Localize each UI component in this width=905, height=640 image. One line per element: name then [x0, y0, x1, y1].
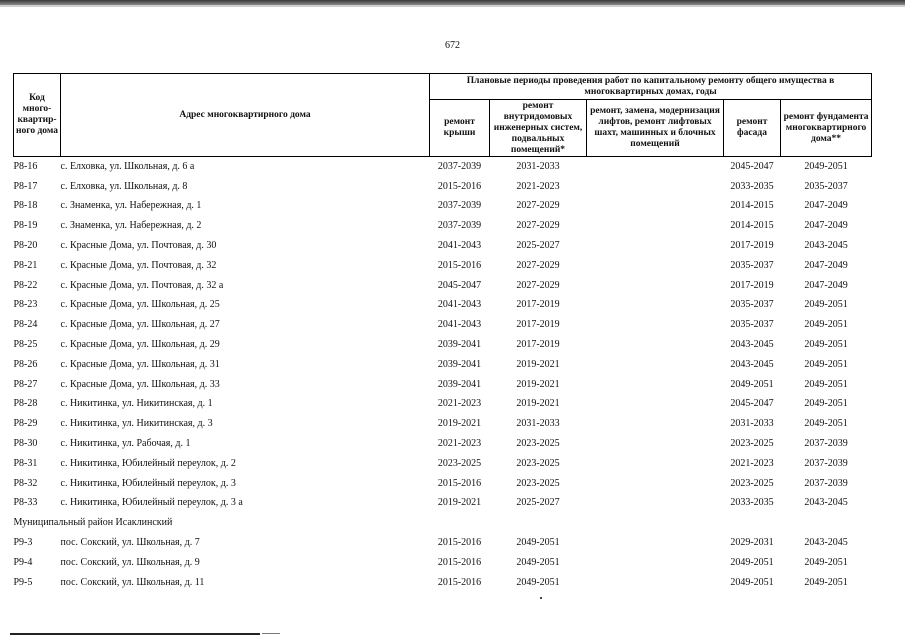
cell-lifts — [587, 553, 724, 573]
table-row — [14, 276, 872, 296]
cell-facade: 2033-2035 — [730, 180, 774, 192]
cell-engineering: 2025-2027 — [516, 240, 560, 252]
cell-engineering: 2019-2021 — [516, 378, 560, 390]
table-row — [14, 494, 872, 514]
cell-address: с. Никитинка, Юбилейный переулок, д. 2 — [60, 457, 236, 469]
cell-facade: 2029-2031 — [730, 537, 774, 549]
table-row — [14, 474, 872, 494]
table-row — [14, 553, 872, 573]
cell-engineering: 2027-2029 — [516, 279, 560, 291]
table-row — [14, 216, 872, 236]
cell-facade: 2035-2037 — [730, 259, 774, 271]
cell-roof: 2021-2023 — [437, 398, 482, 410]
cell-engineering: 2019-2021 — [516, 398, 560, 410]
cell-address: с. Никитинка, ул. Никитинская, д. 3 — [60, 418, 213, 430]
cell-address: с. Красные Дома, ул. Школьная, д. 25 — [60, 299, 220, 311]
cell-facade: 2045-2047 — [730, 398, 774, 410]
cell-code: Р9-4 — [13, 556, 33, 568]
cell-code: Р8-18 — [13, 200, 38, 212]
cell-code: Р8-23 — [13, 299, 38, 311]
cell-facade: 2043-2045 — [730, 358, 774, 370]
table-row — [14, 335, 872, 355]
cell-foundation: 2047-2049 — [804, 279, 848, 291]
cell-foundation: 2049-2051 — [804, 398, 848, 410]
cell-foundation: 2043-2045 — [804, 497, 848, 509]
cell-code: Р9-3 — [13, 537, 33, 549]
cell-engineering: 2017-2019 — [516, 299, 560, 311]
cell-roof: 2037-2039 — [437, 160, 482, 172]
cell-roof: 2041-2043 — [437, 240, 482, 252]
cell-address: с. Красные Дома, ул. Школьная, д. 31 — [60, 358, 220, 370]
cell-engineering: 2023-2025 — [516, 477, 560, 489]
cell-lifts — [587, 573, 724, 593]
cell-lifts — [587, 395, 724, 415]
cell-facade: 2035-2037 — [730, 319, 774, 331]
cell-roof: 2039-2041 — [437, 339, 482, 351]
cell-code: Р8-24 — [13, 319, 38, 331]
cell-code: Р8-27 — [13, 378, 38, 390]
cell-roof: 2037-2039 — [437, 220, 482, 232]
table-row — [14, 395, 872, 415]
cell-code: Р9-5 — [13, 576, 33, 588]
cell-roof: 2015-2016 — [437, 576, 482, 588]
cell-lifts — [587, 414, 724, 434]
cell-engineering: 2017-2019 — [516, 339, 560, 351]
cell-address: с. Красные Дома, ул. Почтовая, д. 32 а — [60, 279, 224, 291]
cell-foundation: 2049-2051 — [804, 556, 848, 568]
cell-lifts — [587, 216, 724, 236]
cell-address: пос. Сокский, ул. Школьная, д. 11 — [60, 576, 205, 588]
cell-facade: 2017-2019 — [730, 279, 774, 291]
cell-foundation: 2049-2051 — [804, 299, 848, 311]
header-facade: ремонт фасада — [724, 100, 781, 157]
table-row — [14, 434, 872, 454]
cell-code: Р8-28 — [13, 398, 38, 410]
cell-foundation: 2047-2049 — [804, 200, 848, 212]
cell-foundation: 2043-2045 — [804, 240, 848, 252]
cell-engineering: 2027-2029 — [516, 259, 560, 271]
header-foundation: ремонт фундамента многоквартирного дома** — [781, 100, 872, 157]
cell-roof: 2039-2041 — [437, 378, 482, 390]
cell-engineering: 2049-2051 — [516, 576, 560, 588]
cell-facade: 2049-2051 — [730, 556, 774, 568]
cell-code: Р8-21 — [13, 259, 38, 271]
cell-engineering: 2031-2033 — [516, 418, 560, 430]
cell-roof: 2041-2043 — [437, 319, 482, 331]
cell-address: пос. Сокский, ул. Школьная, д. 9 — [60, 556, 200, 568]
cell-address: с. Красные Дома, ул. Школьная, д. 27 — [60, 319, 220, 331]
table-row — [14, 375, 872, 395]
header-periods-group: Плановые периоды проведения работ по капитальному ремонту общего имущества в многоквартирных домах, годы — [430, 74, 872, 100]
cell-foundation: 2037-2039 — [804, 457, 848, 469]
cell-code: Р8-20 — [13, 240, 38, 252]
cell-foundation: 2049-2051 — [804, 576, 848, 588]
cell-code: Р8-33 — [13, 497, 38, 509]
table-row — [14, 296, 872, 316]
table-body — [14, 157, 872, 593]
cell-lifts — [587, 375, 724, 395]
cell-lifts — [587, 434, 724, 454]
cell-code: Р8-16 — [13, 160, 38, 172]
cell-foundation: 2047-2049 — [804, 220, 848, 232]
table-header — [14, 74, 872, 157]
footnote-separator — [10, 633, 260, 635]
cell-address: с. Красные Дома, ул. Почтовая, д. 30 — [60, 240, 217, 252]
table-row — [14, 355, 872, 375]
cell-engineering: 2049-2051 — [516, 556, 560, 568]
cell-lifts — [587, 533, 724, 553]
table-row — [14, 573, 872, 593]
cell-code: Р8-32 — [13, 477, 38, 489]
cell-lifts — [587, 157, 724, 177]
region-heading: Муниципальный район Исаклинский — [13, 517, 173, 529]
cell-facade: 2017-2019 — [730, 240, 774, 252]
cell-lifts — [587, 177, 724, 197]
cell-facade: 2049-2051 — [730, 576, 774, 588]
cell-lifts — [587, 474, 724, 494]
cell-engineering: 2049-2051 — [516, 537, 560, 549]
cell-code: Р8-22 — [13, 279, 38, 291]
cell-roof: 2021-2023 — [437, 438, 482, 450]
cell-facade: 2045-2047 — [730, 160, 774, 172]
table-row — [14, 315, 872, 335]
header-address: Адрес многоквартирного дома — [61, 74, 430, 157]
cell-facade: 2035-2037 — [730, 299, 774, 311]
cell-lifts — [587, 256, 724, 276]
cell-lifts — [587, 494, 724, 514]
cell-address: с. Никитинка, Юбилейный переулок, д. 3 — [60, 477, 236, 489]
cell-roof: 2041-2043 — [437, 299, 482, 311]
cell-facade: 2049-2051 — [730, 378, 774, 390]
cell-foundation: 2049-2051 — [804, 339, 848, 351]
cell-code: Р8-19 — [13, 220, 38, 232]
cell-foundation: 2035-2037 — [804, 180, 848, 192]
cell-lifts — [587, 296, 724, 316]
table-row — [14, 414, 872, 434]
header-code: Код много-квартир-ного дома — [14, 74, 61, 157]
cell-engineering: 2025-2027 — [516, 497, 560, 509]
cell-roof: 2019-2021 — [437, 418, 482, 430]
footnote-separator-tail — [262, 633, 280, 634]
cell-roof: 2015-2016 — [437, 537, 482, 549]
cell-lifts — [587, 236, 724, 256]
cell-roof: 2019-2021 — [437, 497, 482, 509]
cell-engineering: 2017-2019 — [516, 319, 560, 331]
cell-code: Р8-26 — [13, 358, 38, 370]
cell-address: с. Красные Дома, ул. Школьная, д. 33 — [60, 378, 220, 390]
cell-lifts — [587, 315, 724, 335]
header-engineering: ремонт внутридомовых инженерных систем, подвальных помещений* — [490, 100, 587, 157]
cell-foundation: 2043-2045 — [804, 537, 848, 549]
cell-roof: 2015-2016 — [437, 477, 482, 489]
cell-address: с. Никитинка, ул. Рабочая, д. 1 — [60, 438, 191, 450]
cell-roof: 2015-2016 — [437, 556, 482, 568]
table-row — [14, 177, 872, 197]
table-row — [14, 197, 872, 217]
cell-roof: 2039-2041 — [437, 358, 482, 370]
cell-facade: 2021-2023 — [730, 457, 774, 469]
cell-address: с. Знаменка, ул. Набережная, д. 2 — [60, 220, 202, 232]
cell-foundation: 2049-2051 — [804, 160, 848, 172]
cell-code: Р8-29 — [13, 418, 38, 430]
cell-roof: 2023-2025 — [437, 457, 482, 469]
scan-speck — [540, 597, 542, 599]
cell-code: Р8-17 — [13, 180, 38, 192]
cell-facade: 2031-2033 — [730, 418, 774, 430]
cell-facade: 2033-2035 — [730, 497, 774, 509]
cell-lifts — [587, 197, 724, 217]
cell-address: с. Красные Дома, ул. Почтовая, д. 32 — [60, 259, 217, 271]
cell-address: с. Красные Дома, ул. Школьная, д. 29 — [60, 339, 220, 351]
cell-roof: 2045-2047 — [437, 279, 482, 291]
cell-roof: 2015-2016 — [437, 259, 482, 271]
cell-foundation: 2049-2051 — [804, 418, 848, 430]
cell-address: пос. Сокский, ул. Школьная, д. 7 — [60, 537, 200, 549]
table-row — [14, 157, 872, 177]
cell-address: с. Елховка, ул. Школьная, д. 6 а — [60, 160, 195, 172]
cell-engineering: 2019-2021 — [516, 358, 560, 370]
table-row — [14, 256, 872, 276]
cell-code: Р8-30 — [13, 438, 38, 450]
cell-engineering: 2027-2029 — [516, 220, 560, 232]
cell-foundation: 2049-2051 — [804, 319, 848, 331]
cell-foundation: 2049-2051 — [804, 378, 848, 390]
page-number: 672 — [445, 40, 460, 51]
cell-engineering: 2023-2025 — [516, 457, 560, 469]
cell-foundation: 2047-2049 — [804, 259, 848, 271]
cell-code: Р8-31 — [13, 457, 38, 469]
cell-lifts — [587, 335, 724, 355]
region-row — [14, 513, 872, 533]
cell-roof: 2015-2016 — [437, 180, 482, 192]
cell-facade: 2023-2025 — [730, 477, 774, 489]
cell-facade: 2014-2015 — [730, 220, 774, 232]
cell-address: с. Никитинка, Юбилейный переулок, д. 3 а — [60, 497, 243, 509]
cell-address: с. Елховка, ул. Школьная, д. 8 — [60, 180, 188, 192]
cell-facade: 2014-2015 — [730, 200, 774, 212]
cell-foundation: 2037-2039 — [804, 477, 848, 489]
cell-engineering: 2023-2025 — [516, 438, 560, 450]
table-row — [14, 454, 872, 474]
header-roof: ремонт крыши — [430, 100, 490, 157]
scan-top-shade — [0, 5, 905, 7]
cell-engineering: 2021-2023 — [516, 180, 560, 192]
cell-address: с. Никитинка, ул. Никитинская, д. 1 — [60, 398, 213, 410]
cell-lifts — [587, 454, 724, 474]
table-row — [14, 236, 872, 256]
cell-lifts — [587, 355, 724, 375]
cell-address: с. Знаменка, ул. Набережная, д. 1 — [60, 200, 202, 212]
cell-engineering: 2031-2033 — [516, 160, 560, 172]
cell-engineering: 2027-2029 — [516, 200, 560, 212]
cell-facade: 2023-2025 — [730, 438, 774, 450]
cell-foundation: 2049-2051 — [804, 358, 848, 370]
table-row — [14, 533, 872, 553]
cell-code: Р8-25 — [13, 339, 38, 351]
repair-schedule-table — [13, 73, 872, 593]
cell-roof: 2037-2039 — [437, 200, 482, 212]
header-lifts: ремонт, замена, модернизация лифтов, ремонт лифтовых шахт, машинных и блочных помещений — [587, 100, 724, 157]
cell-lifts — [587, 276, 724, 296]
cell-facade: 2043-2045 — [730, 339, 774, 351]
cell-foundation: 2037-2039 — [804, 438, 848, 450]
